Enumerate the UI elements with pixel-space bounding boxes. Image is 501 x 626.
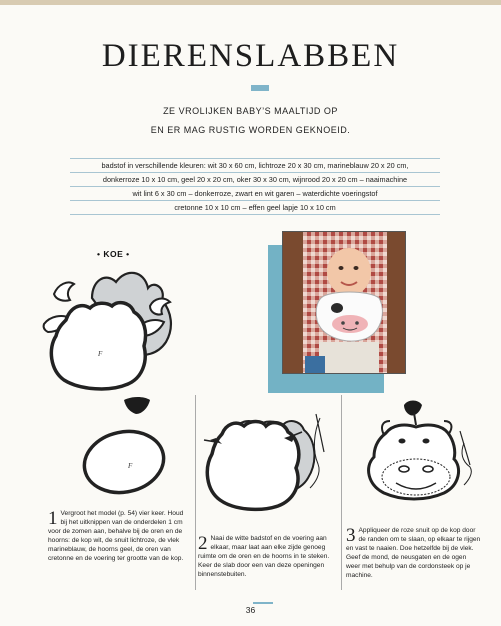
column-divider-2 xyxy=(341,395,342,590)
head-outline xyxy=(369,425,459,499)
eye-left xyxy=(399,439,406,444)
materials-list xyxy=(70,158,440,215)
step-1-instructions xyxy=(48,510,188,563)
step-number: 3 xyxy=(346,525,356,546)
page-number-accent xyxy=(253,602,273,604)
piece-mark-f-2: F xyxy=(128,462,133,470)
step-text: Naai de witte badstof en de voering aan elkaar, maar laat aan elke zijde genoeg ruimte om de oren en de hoorns in te steken. Keer de slab door een van deze openingen binnenstebuiten. xyxy=(198,535,330,578)
baby-photo-illustration xyxy=(283,232,405,373)
materials-line: wit lint 6 x 30 cm – donkerroze, zwart en wit garen – waterdichte voeringstof xyxy=(70,186,440,200)
spot-piece xyxy=(124,397,150,414)
materials-line: donkerroze 10 x 10 cm, geel 20 x 20 cm, oker 30 x 30 cm, wijnrood 20 x 20 cm – naaimachine xyxy=(70,172,440,186)
bib-front-white xyxy=(207,422,298,510)
spot-top xyxy=(404,401,422,416)
subtitle-line-1: ZE VROLIJKEN BABY’S MAALTIJD OP xyxy=(163,106,338,116)
page-top-edge xyxy=(0,0,501,5)
eye-right xyxy=(423,439,430,444)
title-accent-bar xyxy=(251,85,269,91)
materials-line: badstof in verschillende kleuren: wit 30 x 60 cm, lichtroze 20 x 30 cm, marineblauw 20 x 20 cm, xyxy=(70,158,440,172)
pattern-label: • KOE • xyxy=(97,249,130,259)
materials-line: cretonne 10 x 10 cm – effen geel lapje 10 x 10 cm xyxy=(70,200,440,215)
step-2-instructions xyxy=(198,535,334,580)
step-3-instructions xyxy=(346,527,482,580)
step-number: 2 xyxy=(198,533,208,554)
step-3-illustration xyxy=(360,395,480,515)
subtitle-line-2: EN ER MAG RUSTIG WORDEN GEKNOEID. xyxy=(150,125,351,135)
cow-bib-pattern-illustration xyxy=(40,262,190,470)
baby-photo xyxy=(282,231,406,374)
step-text: Vergroot het model (p. 54) vier keer. Houd bij het uitknippen van de onderdelen 1 cm voor de zomen aan, behalve bij de oren en de hoorns: de kop wit, de snuit lichtroze, de vlek marineblauw, de hoorns geel, de oren van cretonne en de voering ter grootte van de kop. xyxy=(48,510,184,562)
left-horn-piece xyxy=(54,282,74,300)
piece-mark-f: F xyxy=(98,350,103,358)
page-title: DIERENSLABBEN xyxy=(101,38,400,74)
step-text: Appliqueer de roze snuit op de kop door de randen om te slaan, op elkaar te rijgen en vast te naaien. Doe hetzelfde bij de vlek. Geef de mond, de neusgaten en de ogen weer met behulp van de cordonsteek op je machine. xyxy=(346,527,481,579)
column-divider-1 xyxy=(195,395,196,590)
step-2-illustration xyxy=(200,412,335,522)
step-number: 1 xyxy=(48,508,58,529)
snout-piece xyxy=(79,424,170,499)
page-number: 36 xyxy=(245,605,256,615)
